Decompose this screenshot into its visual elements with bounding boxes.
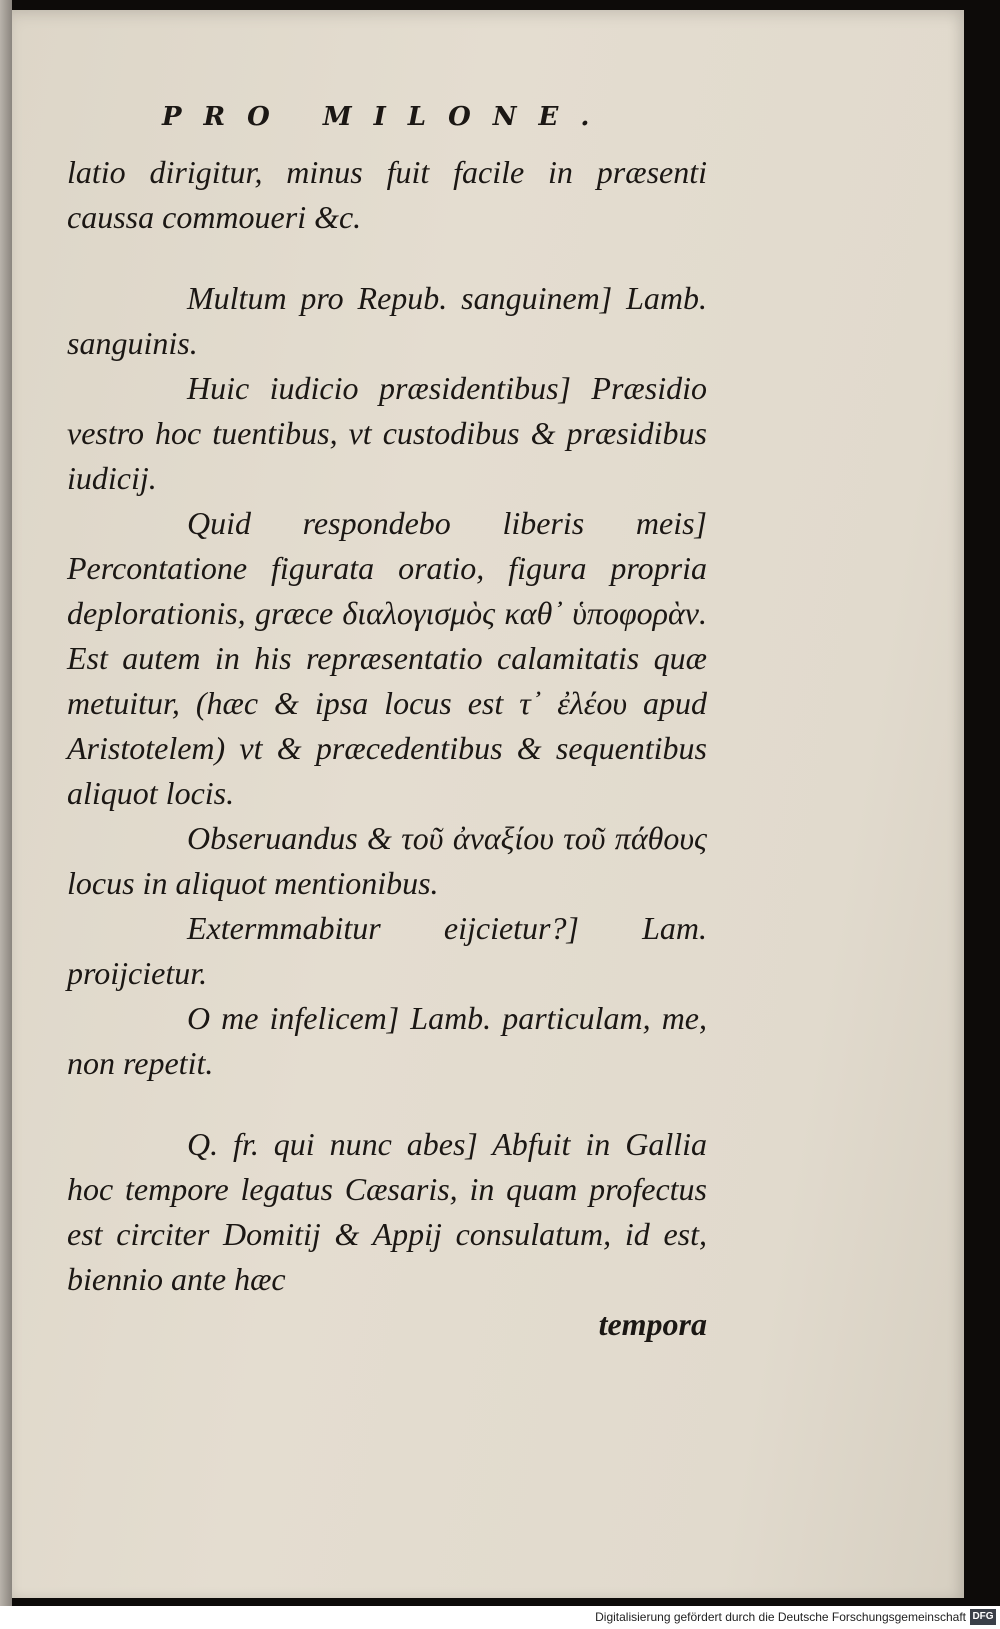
paragraph-5: Obseruandus & τοῦ ἀναξίου τοῦ πάθους locus in aliquot mentionibus. bbox=[67, 820, 707, 901]
dfg-logo-icon: DFG bbox=[970, 1609, 996, 1625]
running-head: PRO MILONE. bbox=[162, 102, 612, 132]
paragraph-6: Extermmabitur eijcietur?] Lam. proijcietur. bbox=[67, 910, 707, 991]
paragraph-1: latio dirigitur, minus fuit facile in præsenti caussa commoueri &c. bbox=[67, 154, 707, 235]
catchword: tempora bbox=[598, 1306, 707, 1342]
footer-credit: Digitalisierung gefördert durch die Deutsche Forschungsgemeinschaft bbox=[595, 1610, 966, 1624]
page-body bbox=[67, 150, 707, 1347]
book-page bbox=[12, 10, 964, 1598]
paragraph-4: Quid respondebo liberis meis] Percontatione figurata oratio, figura propria deplorationis, græce διαλογισμὸς καθ᾽ ὑποφορὰν. Est autem in his repræsentatio calamitatis quæ metuitur, (hæc & ipsa locus est τ᾽ ἐλέου apud Aristotelem) vt & præcedentibus & sequentibus aliquot locis. bbox=[67, 505, 707, 811]
paragraph-7: O me infelicem] Lamb. particulam, me, non repetit. bbox=[67, 1000, 707, 1081]
book-edge bbox=[0, 0, 12, 1629]
paragraph-8: Q. fr. qui nunc abes] Abfuit in Gallia hoc tempore legatus Cæsaris, in quam profectus est circiter Domitij & Appij consulatum, id est, biennio ante hæc bbox=[67, 1126, 707, 1297]
digitization-footer bbox=[0, 1606, 1000, 1629]
paragraph-2: Multum pro Repub. sanguinem] Lamb. sanguinis. bbox=[67, 280, 707, 361]
paragraph-3: Huic iudicio præsidentibus] Præsidio vestro hoc tuentibus, vt custodibus & præsidibus iudicij. bbox=[67, 370, 707, 496]
